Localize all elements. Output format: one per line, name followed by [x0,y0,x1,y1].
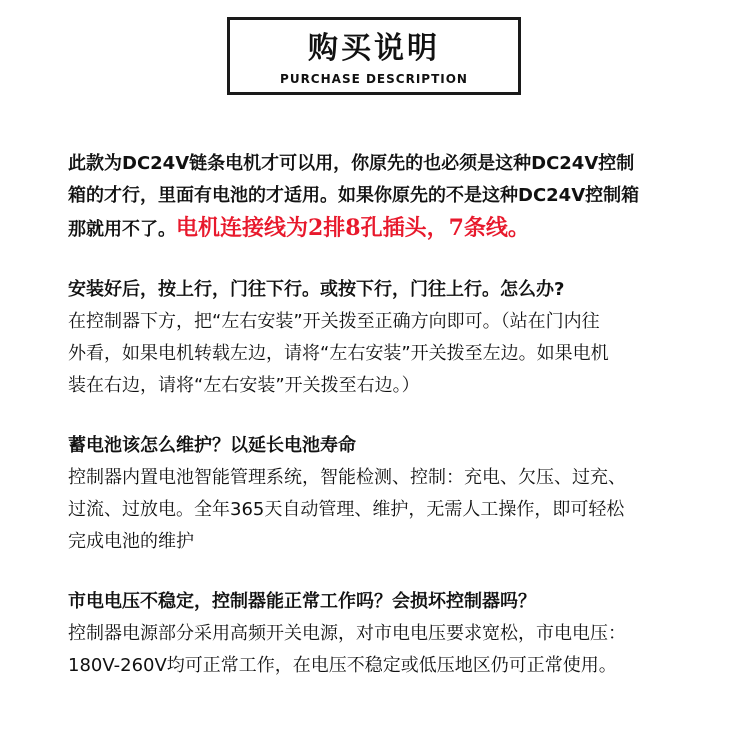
direction-line-3: 装在右边，请将“左右安装”开关拨至右边。） [68,375,420,396]
battery-line-1: 控制器内置电池智能管理系统，智能检测、控制：充电、欠压、过充、 [68,467,626,488]
title-box [227,17,521,95]
section-voltage [68,586,698,682]
connector-highlight: 电机连接线为2排8孔插头，7条线。 [176,215,530,241]
page-subtitle: PURCHASE DESCRIPTION [280,72,468,86]
section-compatibility [68,148,698,246]
compat-line-1: 此款为DC24V链条电机才可以用，你原先的也必须是这种DC24V控制 [68,153,635,174]
section-heading: 安装好后，按上行，门往下行。或按下行，门往上行。怎么办? [68,279,565,300]
section-direction [68,274,698,402]
description-content [68,148,698,682]
compat-line-2: 箱的才行，里面有电池的才适用。如果你原先的不是这种DC24V控制箱 [68,185,640,206]
section-heading: 蓄电池该怎么维护？以延长电池寿命 [68,435,356,456]
battery-line-2: 过流、过放电。全年365天自动管理、维护，无需人工操作，即可轻松 [68,499,625,520]
page-title: 购买说明 [308,31,440,66]
section-heading: 市电电压不稳定，控制器能正常工作吗？会损坏控制器吗？ [68,591,536,612]
section-battery [68,430,698,558]
direction-line-1: 在控制器下方，把“左右安装”开关拨至正确方向即可。（站在门内往 [68,311,600,332]
voltage-line-1: 控制器电源部分采用高频开关电源，对市电电压要求宽松，市电电压： [68,623,626,644]
voltage-line-2: 180V-260V均可正常工作，在电压不稳定或低压地区仍可正常使用。 [68,655,617,676]
battery-line-3: 完成电池的维护 [68,531,194,552]
compat-line-3-prefix: 那就用不了。 [68,219,176,240]
direction-line-2: 外看，如果电机转载左边，请将“左右安装”开关拨至左边。如果电机 [68,343,609,364]
compat-line-3 [68,212,698,246]
